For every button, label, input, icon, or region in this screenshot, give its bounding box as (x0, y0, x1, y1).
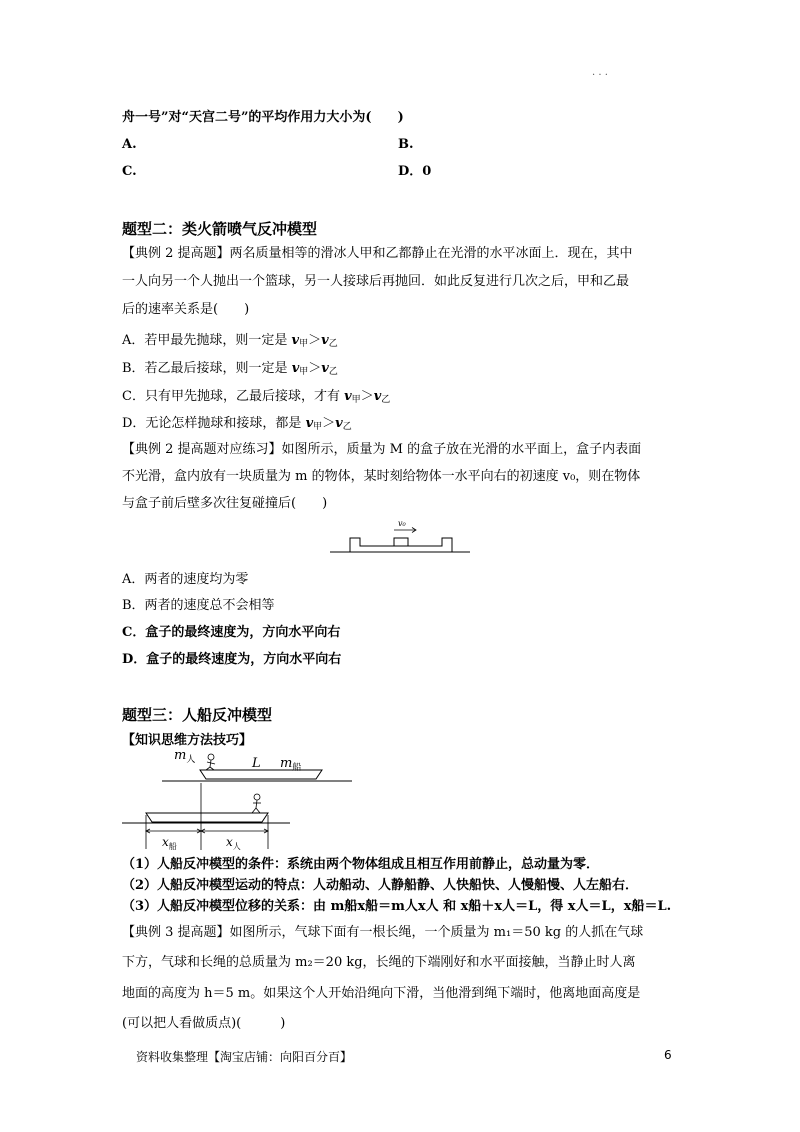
ex2-line-1: 【典例 2 提高题】两名质量相等的滑冰人甲和乙都静止在光滑的水平冰面上．现在，其中 (122, 246, 633, 261)
m-boat-label: m (280, 756, 293, 771)
point-1: （1）人船反冲模型的条件：系统由两个物体组成且相互作用前静止，总动量为零． (122, 857, 600, 872)
point-2: （2）人船反冲模型运动的特点：人动船动、人静船静、人快船快、人慢船慢、人左船右． (122, 878, 639, 893)
svg-text:m船 (280, 756, 301, 773)
q1-option-a: A. (122, 137, 137, 152)
svg-text:x船 (162, 835, 177, 851)
x-person-sub: 人 (232, 842, 241, 851)
q1-option-c: C. (122, 164, 137, 179)
ex3-line-1: 【典例 3 提高题】如图所示，气球下面有一根长绳，一个质量为 m₁＝50 kg 的人抓在气球 (122, 925, 644, 940)
ex2-option-d: D．无论怎样抛球和接球，都是 $v_甲>v_乙$ (122, 416, 352, 432)
footer-source: 资料收集整理【淘宝店铺：向阳百分百】 (136, 1050, 353, 1064)
ex2-line-2: 一人向另一个人抛出一个篮球，另一人接球后再抛回．如此反复进行几次之后，甲和乙最 (122, 274, 630, 289)
knowledge-header: 【知识思维方法技巧】 (122, 733, 253, 748)
svg-text:m人 (174, 748, 195, 765)
m-person-sub: 人 (186, 755, 196, 765)
x-boat-label: x (162, 835, 169, 849)
ex2-option-b: B．若乙最后接球，则一定是 $v_甲>v_乙$ (122, 361, 338, 377)
q1-option-d: D．0 (398, 164, 432, 179)
ex2-option-c: C．只有甲先抛球，乙最后接球，才有 $v_甲>v_乙$ (122, 389, 391, 405)
practice-option-c: C．盒子的最终速度为，方向水平向右 (122, 625, 341, 640)
practice-option-a: A．两者的速度均为零 (122, 572, 249, 587)
page-number: 6 (664, 1048, 672, 1062)
svg-text:x人 (226, 835, 241, 851)
section3-title: 题型三：人船反冲模型 (122, 706, 273, 724)
x-boat-sub: 船 (168, 842, 177, 851)
practice-option-d: D．盒子的最终速度为，方向水平向右 (122, 652, 342, 667)
practice-line-3: 与盒子前后壁多次往复碰撞后( ) (122, 496, 328, 511)
point-3: （3）人船反冲模型位移的关系：由 m船x船＝m人x人 和 x船＋x人＝L，得 x人＝L，x船＝L. (122, 899, 672, 914)
m-boat-sub: 船 (292, 763, 302, 773)
ex3-line-2: 下方，气球和长绳的总质量为 m₂＝20 kg，长绳的下端刚好和水平面接触，当静止时人离 (122, 955, 636, 970)
practice-line-2: 不光滑，盒内放有一块质量为 m 的物体，某时刻给物体一水平向右的初速度 v₀，则在物体 (122, 469, 641, 484)
v0-label: v₀ (398, 519, 406, 528)
q1-stem: 舟一号”对“天宫二号”的平均作用力大小为( ) (122, 110, 404, 125)
practice-option-b: B．两者的速度总不会相等 (122, 598, 275, 613)
m-person-label: m (174, 748, 187, 763)
x-person-label: x (226, 835, 233, 849)
box-figure (330, 512, 470, 560)
ex2-line-3: 后的速率关系是( ) (122, 302, 250, 317)
ex3-line-3: 地面的高度为 h＝5 m。如果这个人开始沿绳向下滑，当他滑到绳下端时，他离地面高度是 (122, 986, 641, 1001)
top-dots: . . . (592, 67, 608, 78)
length-label: L (252, 756, 261, 771)
q1-option-b: B. (398, 137, 414, 152)
practice-line-1: 【典例 2 提高题对应练习】如图所示，质量为 M 的盒子放在光滑的水平面上，盒子内表面 (122, 442, 642, 457)
ex3-line-4: (可以把人看做质点)( ) (122, 1016, 286, 1031)
ex2-option-a: A．若甲最先抛球，则一定是 $v_甲>v_乙$ (122, 333, 338, 349)
person-boat-figure (122, 745, 362, 855)
section2-title: 题型二：类火箭喷气反冲模型 (122, 220, 318, 238)
